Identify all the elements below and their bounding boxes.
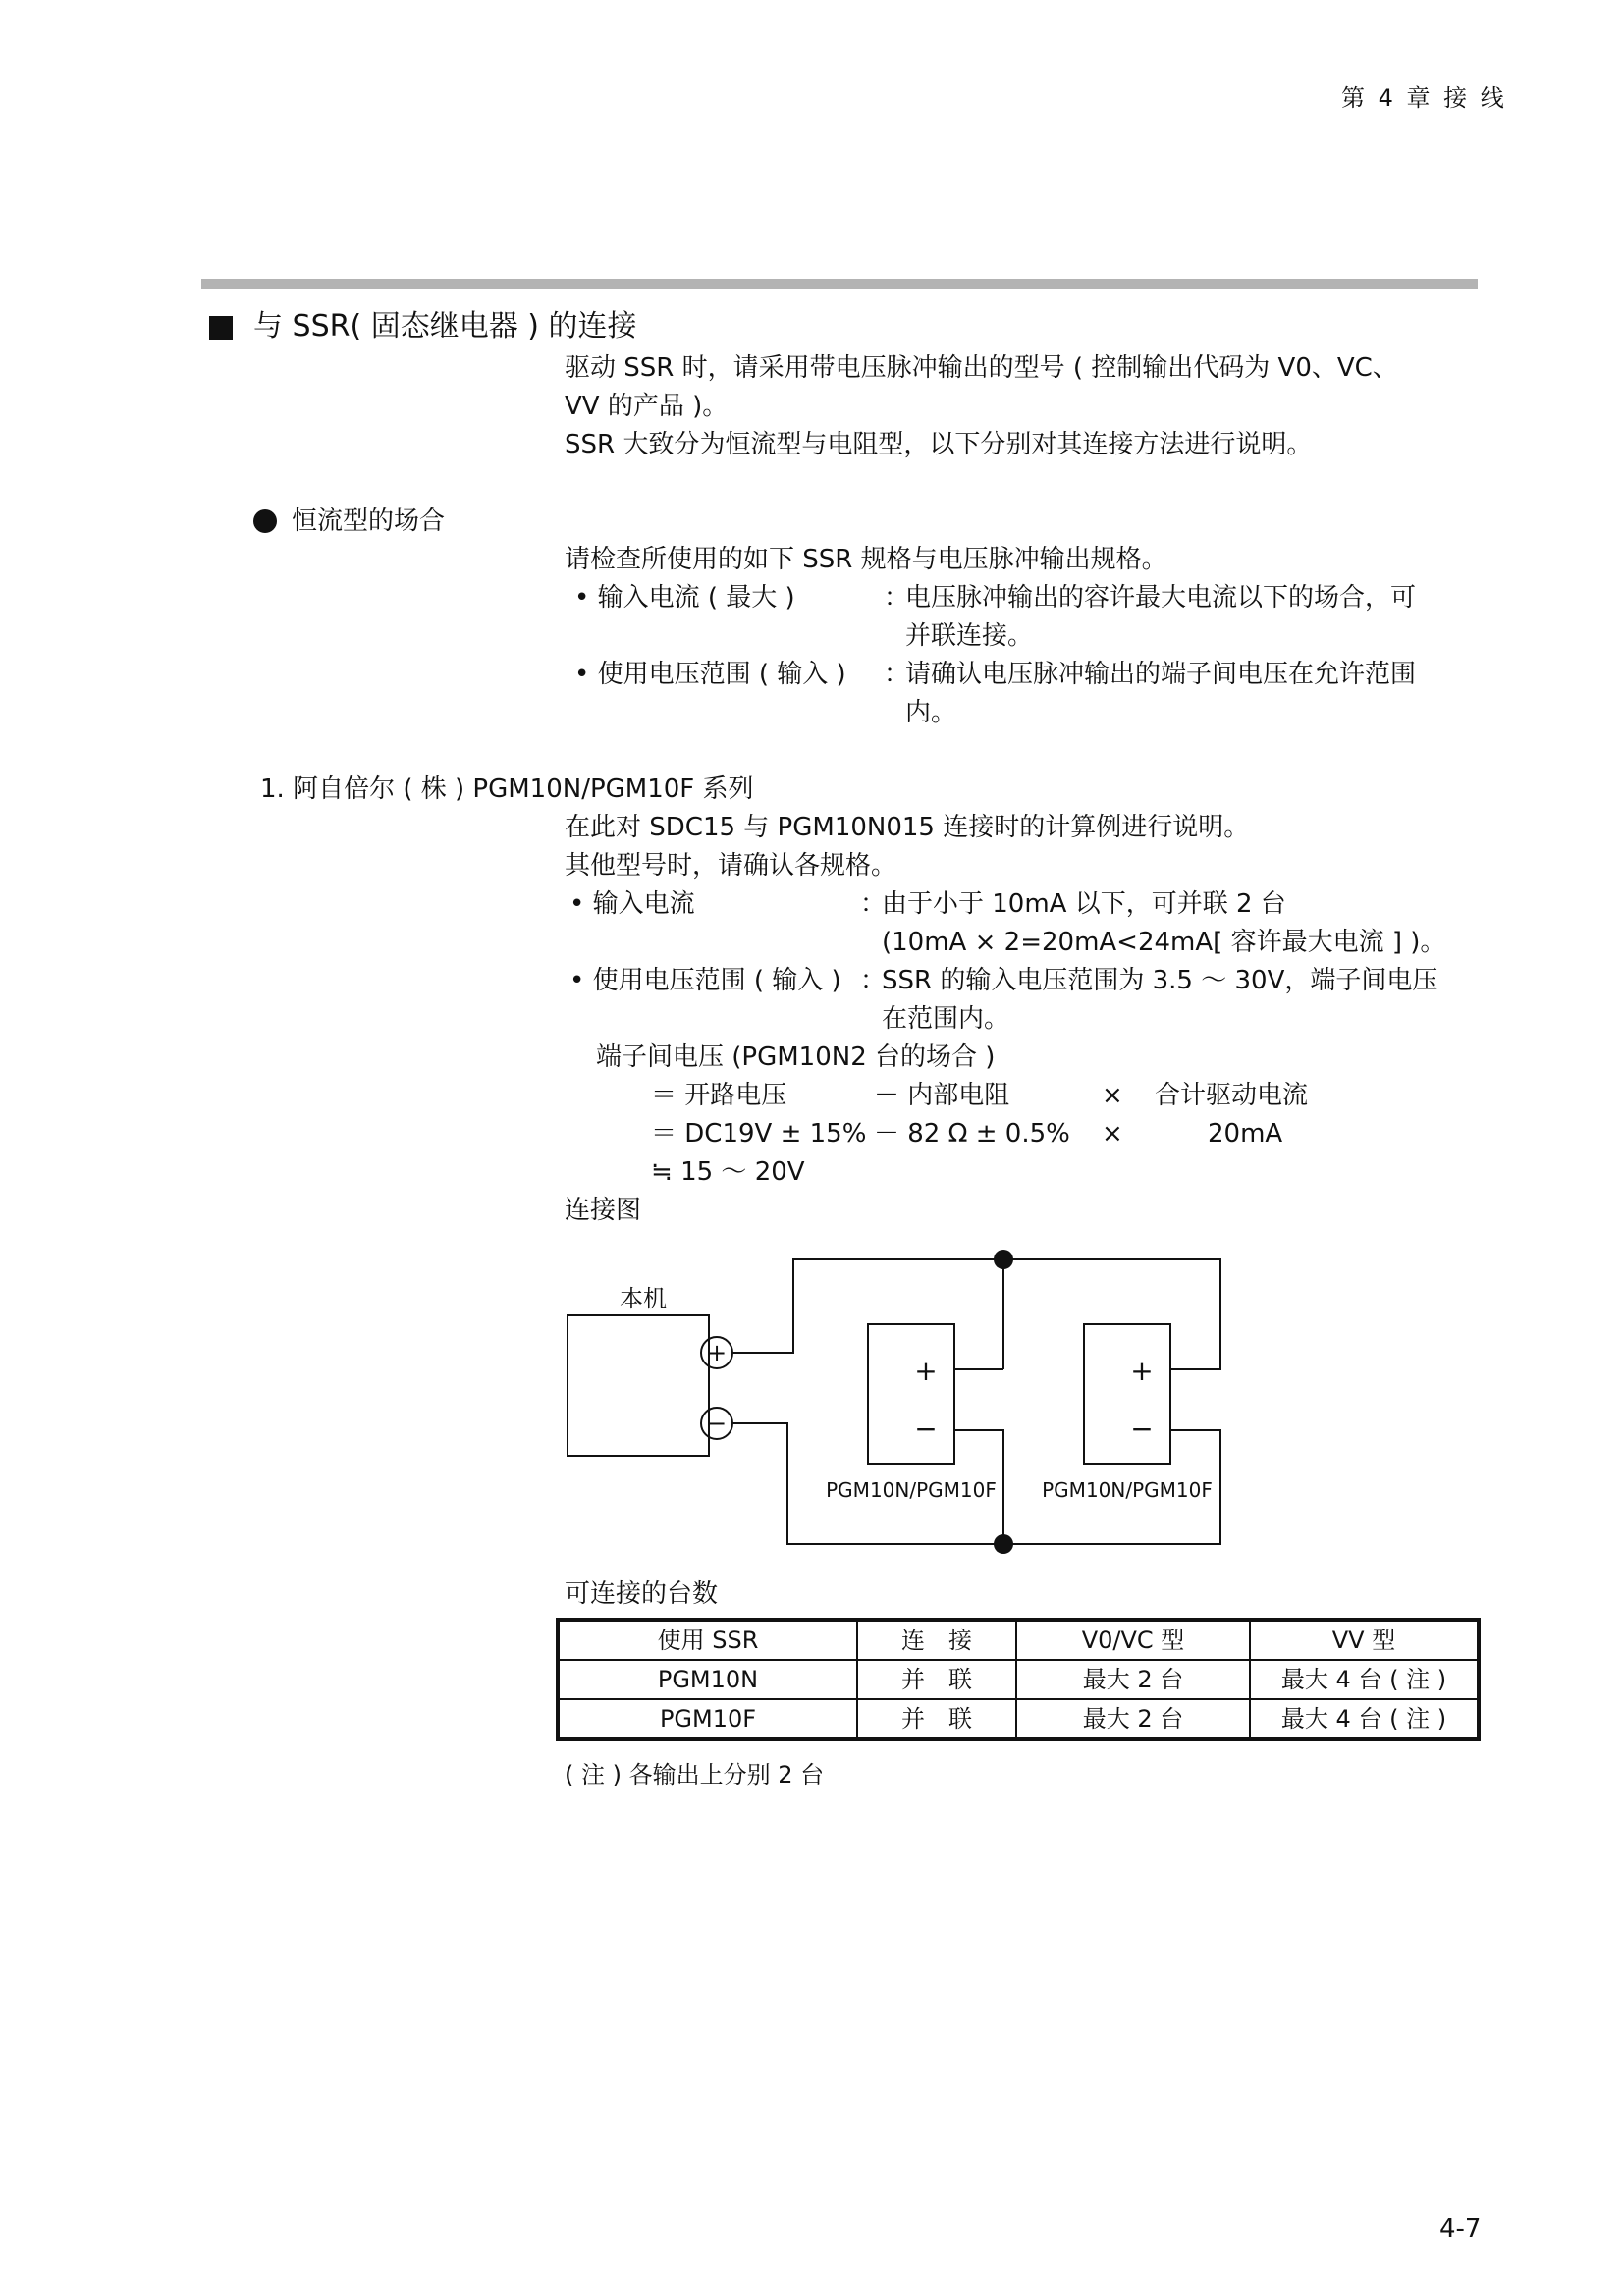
table-header-cell: 使用 SSR xyxy=(558,1620,857,1660)
device-plus-sign: + xyxy=(706,1339,728,1366)
terminal-voltage-title: 端子间电压 (PGM10N2 台的场合 ) xyxy=(596,1042,996,1072)
ssr1-box xyxy=(868,1324,954,1464)
ssr2-label: PGM10N/PGM10F xyxy=(1042,1478,1213,1502)
check-text: 请检查所使用的如下 SSR 规格与电压脉冲输出规格。 xyxy=(565,545,1167,574)
example-title: 1. 阿自倍尔 ( 株 ) PGM10N/PGM10F 系列 xyxy=(260,774,754,804)
spec-text: 并联连接。 xyxy=(905,621,1034,651)
junction-bottom xyxy=(994,1534,1013,1554)
spec-sep: ： xyxy=(860,966,887,995)
connectable-units-table xyxy=(556,1618,1481,1741)
intro-line-3: SSR 大致分为恒流型与电阻型，以下分别对其连接方法进行说明。 xyxy=(565,430,1313,459)
page-number: 4-7 xyxy=(1439,2215,1482,2244)
spec-text: 由于小于 10mA 以下，可并联 2 台 xyxy=(882,889,1286,919)
formula-term: × xyxy=(1102,1081,1123,1110)
table-row xyxy=(558,1699,1479,1739)
table-cell: 并 联 xyxy=(857,1699,1016,1739)
device-label: 本机 xyxy=(620,1285,667,1312)
ssr1-minus-sign: − xyxy=(914,1413,938,1445)
table-cell: 最大 4 台 ( 注 ) xyxy=(1250,1660,1479,1699)
table-note: ( 注 ) 各输出上分别 2 台 xyxy=(565,1761,825,1789)
formula-term: － 82 Ω ± 0.5% xyxy=(874,1119,1070,1148)
device-box xyxy=(568,1315,709,1456)
example-desc-2: 其他型号时，请确认各规格。 xyxy=(565,851,897,881)
spec-text: 电压脉冲输出的容许最大电流以下的场合，可 xyxy=(905,583,1417,613)
table-cell: 并 联 xyxy=(857,1660,1016,1699)
spec-label-input-current: • 输入电流 ( 最大 ) xyxy=(574,583,795,613)
formula-result: ≒ 15 ～ 20V xyxy=(651,1157,805,1187)
junction-top xyxy=(994,1250,1013,1269)
chapter-header: 第 4 章 接 线 xyxy=(1341,84,1507,112)
device-minus-sign: − xyxy=(706,1410,728,1437)
diagram-label: 连接图 xyxy=(565,1196,642,1225)
spec-label-input-current: • 输入电流 xyxy=(569,889,695,919)
ssr2-minus-sign: − xyxy=(1130,1413,1154,1445)
spec-text: SSR 的输入电压范围为 3.5 ～ 30V，端子间电压 xyxy=(882,966,1438,995)
spec-text: 请确认电压脉冲输出的端子间电压在允许范围 xyxy=(905,660,1417,689)
example-desc-1: 在此对 SDC15 与 PGM10N015 连接时的计算例进行说明。 xyxy=(565,813,1250,842)
spec-sep: ： xyxy=(860,889,887,919)
table-cell: PGM10N xyxy=(558,1660,857,1699)
circle-bullet-icon xyxy=(253,509,277,533)
spec-sep: ： xyxy=(884,660,910,689)
spec-sep: ： xyxy=(884,583,910,613)
table-cell: 最大 2 台 xyxy=(1016,1660,1250,1699)
wire-positive xyxy=(732,1259,1220,1369)
formula-term: ＝ 开路电压 xyxy=(651,1081,787,1110)
spec-text: (10mA × 2=20mA<24mA[ 容许最大电流 ] )。 xyxy=(882,928,1446,957)
ssr1-plus-sign: + xyxy=(914,1355,938,1387)
table-cell: 最大 4 台 ( 注 ) xyxy=(1250,1699,1479,1739)
constant-current-title: 恒流型的场合 xyxy=(292,507,446,536)
section-title: 与 SSR( 固态继电器 ) 的连接 xyxy=(253,309,637,344)
intro-line-1: 驱动 SSR 时，请采用带电压脉冲输出的型号 ( 控制输出代码为 V0、VC、 xyxy=(565,353,1398,383)
ssr1-label: PGM10N/PGM10F xyxy=(826,1478,997,1502)
table-title: 可连接的台数 xyxy=(565,1579,719,1609)
formula-term: × xyxy=(1102,1119,1123,1148)
spec-label-voltage-range: • 使用电压范围 ( 输入 ) xyxy=(569,966,841,995)
spec-label-voltage-range: • 使用电压范围 ( 输入 ) xyxy=(574,660,846,689)
formula-term: － 内部电阻 xyxy=(874,1081,1010,1110)
square-bullet-icon xyxy=(209,316,233,340)
spec-text: 内。 xyxy=(905,698,957,727)
section-divider xyxy=(201,279,1478,289)
table-row xyxy=(558,1660,1479,1699)
formula-term: ＝ DC19V ± 15% xyxy=(651,1119,867,1148)
wiring-diagram xyxy=(560,1242,1247,1566)
table-header-cell: 连 接 xyxy=(857,1620,1016,1660)
table-header-cell: VV 型 xyxy=(1250,1620,1479,1660)
table-cell: 最大 2 台 xyxy=(1016,1699,1250,1739)
spec-text: 在范围内。 xyxy=(882,1004,1010,1034)
table-cell: PGM10F xyxy=(558,1699,857,1739)
ssr2-plus-sign: + xyxy=(1130,1355,1154,1387)
table-header-cell: V0/VC 型 xyxy=(1016,1620,1250,1660)
table-header-row xyxy=(558,1620,1479,1660)
intro-line-2: VV 的产品 )。 xyxy=(565,392,729,421)
formula-term: 合计驱动电流 xyxy=(1155,1081,1309,1110)
formula-term: 20mA xyxy=(1208,1119,1283,1148)
ssr2-box xyxy=(1084,1324,1170,1464)
